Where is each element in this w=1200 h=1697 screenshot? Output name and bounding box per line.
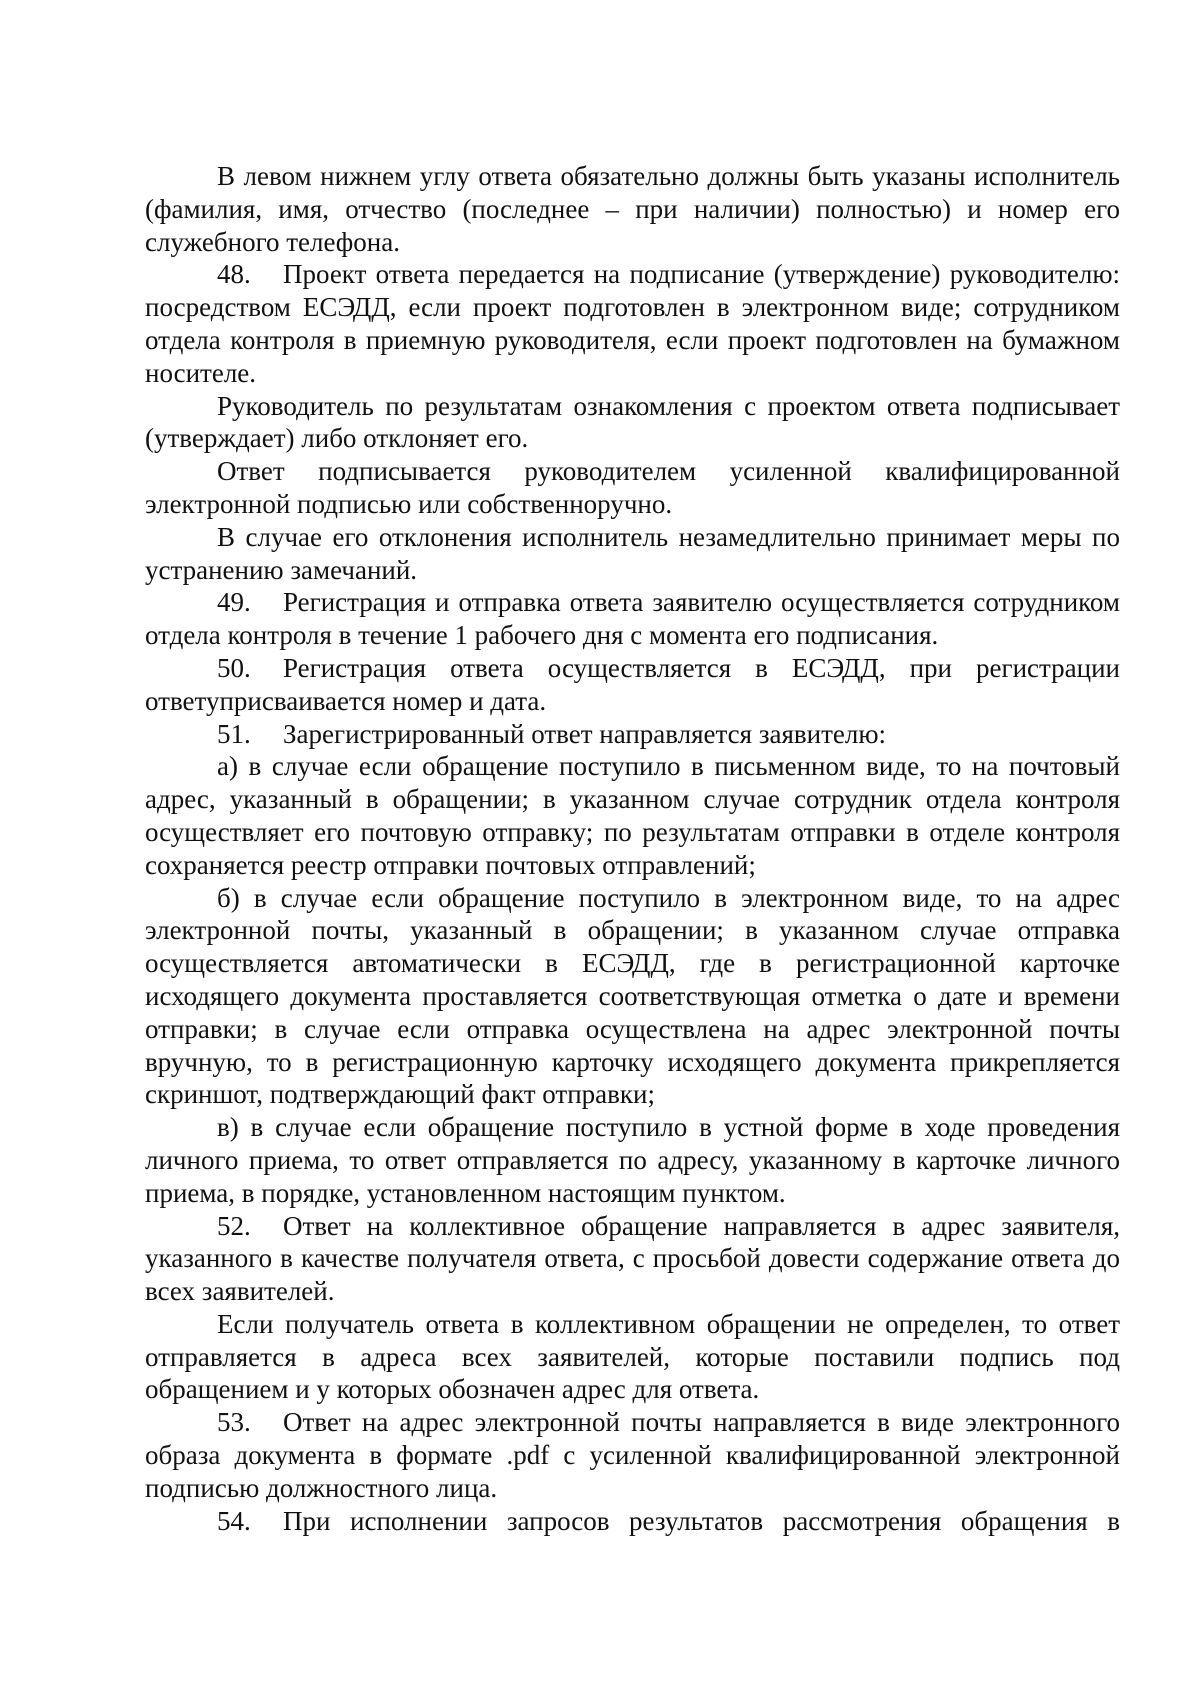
paragraph-text: При исполнении запросов результатов рассмотрения обращения в	[283, 1505, 1120, 1536]
paragraph-text: Если получатель ответа в коллективном обращении не определен, то ответ отправляется в адреса всех заявителей, которые поставили подпись под обращением и у которых обозначен адрес для ответа.	[145, 1308, 1120, 1405]
paragraph-collective	[145, 1308, 1120, 1406]
paragraph-head-review	[145, 390, 1120, 456]
paragraph-51	[145, 718, 1120, 751]
paragraph-text: в) в случае если обращение поступило в устной форме в ходе проведения личного приема, то ответ отправляется по адресу, указанному в карточке личного приема, в порядке, установленном настоящим пунктом.	[145, 1112, 1120, 1208]
paragraph-48	[145, 258, 1120, 389]
document-page	[145, 160, 1120, 1537]
paragraph-text: б) в случае если обращение поступило в электронном виде, то на адрес электронной почты, указанный в обращении; в указанном случае отправка осуществляется автоматически в ЕСЭДД, где в регистрационной карточке исходящего документа проставляется соответствующая отметка о дате и времени отправки; в случае если отправка осуществлена на адрес электронной почты вручную, то в регистрационную карточку исходящего документа прикрепляется скриншот, подтверждающий факт отправки;	[145, 882, 1120, 1110]
paragraph-number: 52.	[217, 1210, 251, 1241]
paragraph-text: а) в случае если обращение поступило в письменном виде, то на почтовый адрес, указанный в обращении; в указанном случае сотрудник отдела контроля осуществляет его почтовую отправку; по результатам отправки в отделе контроля сохраняется реестр отправки почтовых отправлений;	[145, 751, 1120, 880]
paragraph-text: Регистрация ответа осуществляется в ЕСЭДД, при регистрации ответуприсваивается номер и дата.	[145, 652, 1120, 716]
paragraph-54	[145, 1505, 1120, 1538]
paragraph-text: Ответ на адрес электронной почты направляется в виде электронного образа документа в формате .pdf с усиленной квалифицированной электронной подписью должностного лица.	[145, 1407, 1120, 1503]
paragraph-number: 51.	[217, 718, 251, 749]
paragraph-text: Зарегистрированный ответ направляется заявителю:	[283, 718, 887, 749]
paragraph-signature	[145, 455, 1120, 521]
paragraph-text: Ответ на коллективное обращение направляется в адрес заявителя, указанного в качестве получателя ответа, с просьбой довести содержание ответа до всех заявителей.	[145, 1210, 1120, 1307]
paragraph-50	[145, 652, 1120, 718]
paragraph-53	[145, 1406, 1120, 1504]
paragraph-number: 53.	[217, 1407, 251, 1438]
paragraph-number: 48.	[217, 259, 251, 290]
paragraph-number: 50.	[217, 652, 251, 683]
paragraph-text: В левом нижнем углу ответа обязательно должны быть указаны исполнитель (фамилия, имя, отчество (последнее – при наличии) полностью) и номер его служебного телефона.	[145, 161, 1120, 257]
paragraph-51-v	[145, 1111, 1120, 1209]
paragraph-51-a	[145, 750, 1120, 881]
paragraph-text: Регистрация и отправка ответа заявителю осуществляется сотрудником отдела контроля в течение 1 рабочего дня с момента его подписания.	[145, 587, 1120, 651]
paragraph-51-b	[145, 882, 1120, 1112]
paragraph-rejection	[145, 521, 1120, 587]
paragraph-number: 49.	[217, 587, 251, 618]
paragraph-text: В случае его отклонения исполнитель незамедлительно принимает меры по устранению замечаний.	[145, 521, 1120, 585]
paragraph-52	[145, 1210, 1120, 1308]
paragraph-number: 54.	[217, 1505, 251, 1536]
paragraph-text: Руководитель по результатам ознакомления с проектом ответа подписывает (утверждает) либо отклоняет его.	[145, 390, 1120, 454]
paragraph-executor-info	[145, 160, 1120, 258]
paragraph-text: Ответ подписывается руководителем усиленной квалифицированной электронной подписью или собственноручно.	[145, 456, 1120, 519]
paragraph-text: Проект ответа передается на подписание (утверждение) руководителю: посредством ЕСЭДД, если проект подготовлен в электронном виде; сотрудником отдела контроля в приемную руководителя, если проект подготовлен на бумажном носителе.	[145, 259, 1120, 388]
paragraph-49	[145, 586, 1120, 652]
